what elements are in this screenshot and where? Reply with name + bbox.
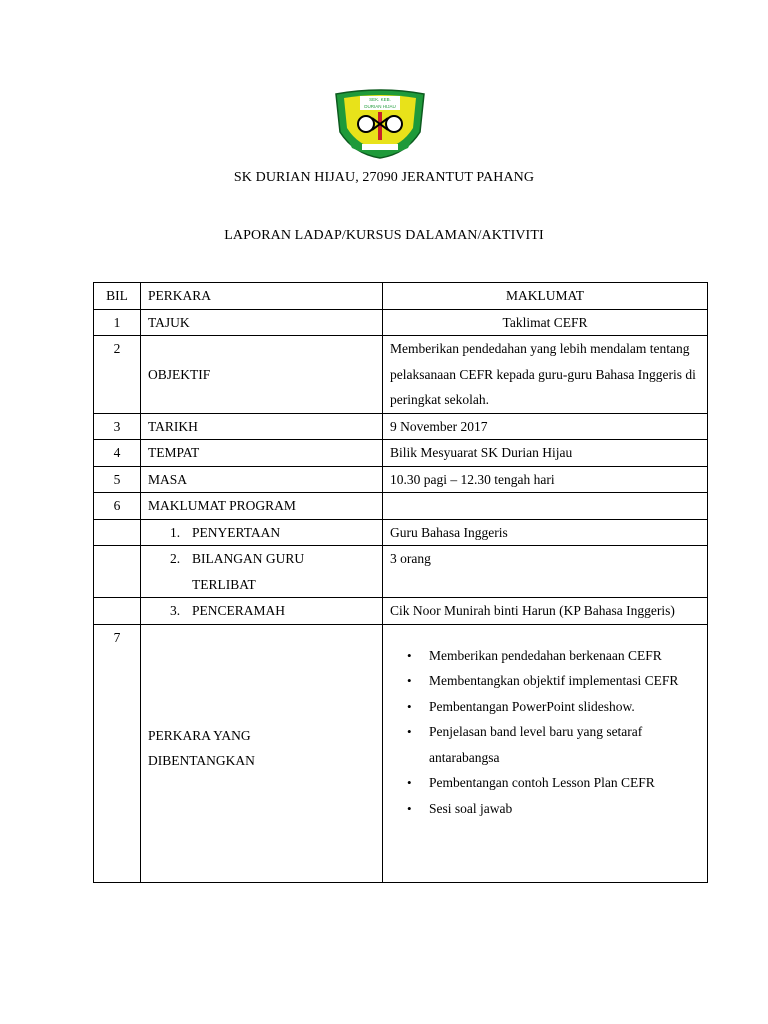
row-maklumat: 9 November 2017 xyxy=(383,413,708,440)
list-item: • Pembentangan PowerPoint slideshow. xyxy=(383,694,707,720)
program-item-num: 2. xyxy=(170,551,181,566)
table-row xyxy=(94,413,708,440)
row-bil: 1 xyxy=(94,309,141,336)
row-perkara: TARIKH xyxy=(141,413,383,440)
program-item-num: 1. xyxy=(170,524,181,540)
header-bil: BIL xyxy=(94,283,141,310)
list-item: • Penjelasan band level baru yang setaraf antarabangsa xyxy=(383,719,707,770)
program-item-value: Guru Bahasa Inggeris xyxy=(383,519,708,546)
row-bil-empty xyxy=(94,519,141,546)
row-bil-empty xyxy=(94,546,141,598)
program-row xyxy=(94,598,708,625)
table-row xyxy=(94,440,708,467)
list-item: • Sesi soal jawab xyxy=(383,796,707,822)
row-bil: 6 xyxy=(94,493,141,520)
logo-text-top: SEK. KEB. xyxy=(369,97,391,102)
list-item: • Membentangkan objektif implementasi CEFR xyxy=(383,668,707,694)
table-row xyxy=(94,493,708,520)
table-header-row xyxy=(94,283,708,310)
report-table xyxy=(93,282,708,883)
row-perkara: MAKLUMAT PROGRAM xyxy=(141,493,383,520)
row-bil: 3 xyxy=(94,413,141,440)
table-row xyxy=(94,466,708,493)
report-title: LAPORAN LADAP/KURSUS DALAMAN/AKTIVITI xyxy=(224,228,544,243)
table-row xyxy=(94,624,708,882)
list-item: • Pembentangan contoh Lesson Plan CEFR xyxy=(383,770,707,796)
table-row xyxy=(94,336,708,414)
row-bil-empty xyxy=(94,598,141,625)
row-bil: 7 xyxy=(94,624,141,882)
header-perkara: PERKARA xyxy=(141,283,383,310)
row-maklumat: Memberikan pendedahan yang lebih mendalam tentang pelaksanaan CEFR kepada guru-guru Bahasa Inggeris di peringkat sekolah. xyxy=(383,336,708,414)
program-item-value: Cik Noor Munirah binti Harun (KP Bahasa Inggeris) xyxy=(383,598,708,625)
program-item xyxy=(141,546,383,598)
bullet-list xyxy=(383,643,707,822)
row-maklumat: 10.30 pagi – 12.30 tengah hari xyxy=(383,466,708,493)
program-item-value: 3 orang xyxy=(383,546,708,598)
row-bil: 4 xyxy=(94,440,141,467)
program-item xyxy=(141,598,383,625)
row-perkara: MASA xyxy=(141,466,383,493)
row-maklumat: Bilik Mesyuarat SK Durian Hijau xyxy=(383,440,708,467)
table-row xyxy=(94,309,708,336)
header-maklumat: MAKLUMAT xyxy=(383,283,708,310)
list-item: • Memberikan pendedahan berkenaan CEFR xyxy=(383,643,707,669)
row-bil: 2 xyxy=(94,336,141,414)
program-row xyxy=(94,519,708,546)
program-item-num: 3. xyxy=(170,603,181,618)
school-name: SK DURIAN HIJAU, 27090 JERANTUT PAHANG xyxy=(233,170,535,185)
row-maklumat xyxy=(383,493,708,520)
program-item-label: PENYERTAAN xyxy=(192,524,281,540)
logo-text-sub: DURIAN HIJAU xyxy=(364,104,396,109)
program-item-label: BILANGAN GURU TERLIBAT xyxy=(192,551,305,592)
row-bil: 5 xyxy=(94,466,141,493)
row-perkara: TAJUK xyxy=(141,309,383,336)
program-item xyxy=(141,519,383,546)
school-logo xyxy=(328,88,432,160)
program-row xyxy=(94,546,708,598)
row-maklumat-list xyxy=(383,624,708,882)
row-perkara: TEMPAT xyxy=(141,440,383,467)
row-maklumat: Taklimat CEFR xyxy=(383,309,708,336)
row-perkara: PERKARA YANG DIBENTANGKAN xyxy=(141,624,383,882)
row-perkara: OBJEKTIF xyxy=(141,336,383,414)
program-item-label: PENCERAMAH xyxy=(192,603,286,618)
